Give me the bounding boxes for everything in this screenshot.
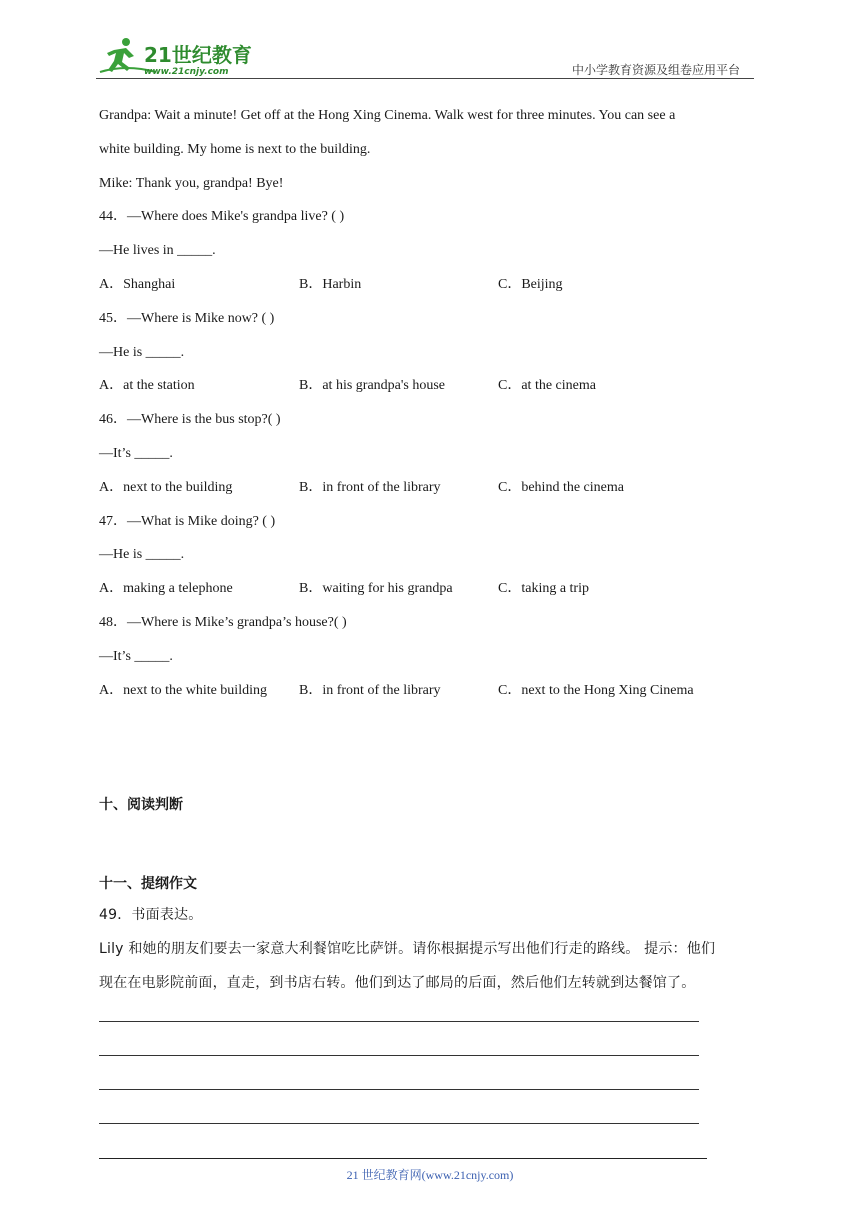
option-48-b[interactable]: B．in front of the library xyxy=(299,683,441,698)
section-heading-reading: 十、阅读判断 xyxy=(99,797,183,813)
answer-stem-44: —He lives in _____. xyxy=(99,243,216,258)
option-46-b[interactable]: B．in front of the library xyxy=(299,480,441,495)
passage-line: white building. My home is next to the building. xyxy=(99,142,371,157)
option-44-b[interactable]: B．Harbin xyxy=(299,277,362,292)
option-47-c[interactable]: C．taking a trip xyxy=(498,581,589,596)
option-46-a[interactable]: A．next to the building xyxy=(99,480,233,495)
logo-text: 21世纪教育 xyxy=(144,43,252,67)
question-48: 48．—Where is Mike’s grandpa’s house?( ) xyxy=(99,615,347,630)
passage-line: Mike: Thank you, grandpa! Bye! xyxy=(99,176,284,191)
header-divider xyxy=(96,78,754,79)
question-49: 49．书面表达。 xyxy=(99,907,203,923)
footer-divider xyxy=(99,1158,707,1159)
option-47-b[interactable]: B．waiting for his grandpa xyxy=(299,581,453,596)
passage-line: Grandpa: Wait a minute! Get off at the Hong Xing Cinema. Walk west for three minutes. You can see a xyxy=(99,108,676,123)
answer-line[interactable] xyxy=(99,1089,699,1090)
writing-prompt-line: 现在在电影院前面，直走，到书店右转。他们到达了邮局的后面，然后他们左转就到达餐馆了。 xyxy=(99,975,696,991)
answer-line[interactable] xyxy=(99,1055,699,1056)
answer-line[interactable] xyxy=(99,1021,699,1022)
option-44-a[interactable]: A．Shanghai xyxy=(99,277,176,292)
option-48-a[interactable]: A．next to the white building xyxy=(99,683,267,698)
option-45-a[interactable]: A．at the station xyxy=(99,378,195,393)
answer-line[interactable] xyxy=(99,1123,699,1124)
logo-url: www.21cnjy.com xyxy=(144,67,229,77)
answer-stem-45: —He is _____. xyxy=(99,345,185,360)
answer-stem-46: —It’s _____. xyxy=(99,446,173,461)
option-45-c[interactable]: C．at the cinema xyxy=(498,378,596,393)
option-48-c[interactable]: C．next to the Hong Xing Cinema xyxy=(498,683,694,698)
question-45: 45．—Where is Mike now? ( ) xyxy=(99,311,275,326)
question-47: 47．—What is Mike doing? ( ) xyxy=(99,514,276,529)
section-heading-writing: 十一、提纲作文 xyxy=(99,876,197,892)
writing-prompt-line: Lily 和她的朋友们要去一家意大利餐馆吃比萨饼。请你根据提示写出他们行走的路线。 提示：他们 xyxy=(99,941,716,957)
option-47-a[interactable]: A．making a telephone xyxy=(99,581,233,596)
site-logo xyxy=(96,36,266,78)
site-tagline: 中小学教育资源及组卷应用平台 xyxy=(572,63,741,77)
answer-stem-47: —He is _____. xyxy=(99,547,185,562)
question-46: 46．—Where is the bus stop?( ) xyxy=(99,412,281,427)
option-44-c[interactable]: C．Beijing xyxy=(498,277,563,292)
footer-text: 21 世纪教育网(www.21cnjy.com) xyxy=(346,1168,514,1182)
question-44: 44．—Where does Mike's grandpa live? ( ) xyxy=(99,209,345,224)
option-45-b[interactable]: B．at his grandpa's house xyxy=(299,378,446,393)
answer-stem-48: —It’s _____. xyxy=(99,649,173,664)
option-46-c[interactable]: C．behind the cinema xyxy=(498,480,624,495)
